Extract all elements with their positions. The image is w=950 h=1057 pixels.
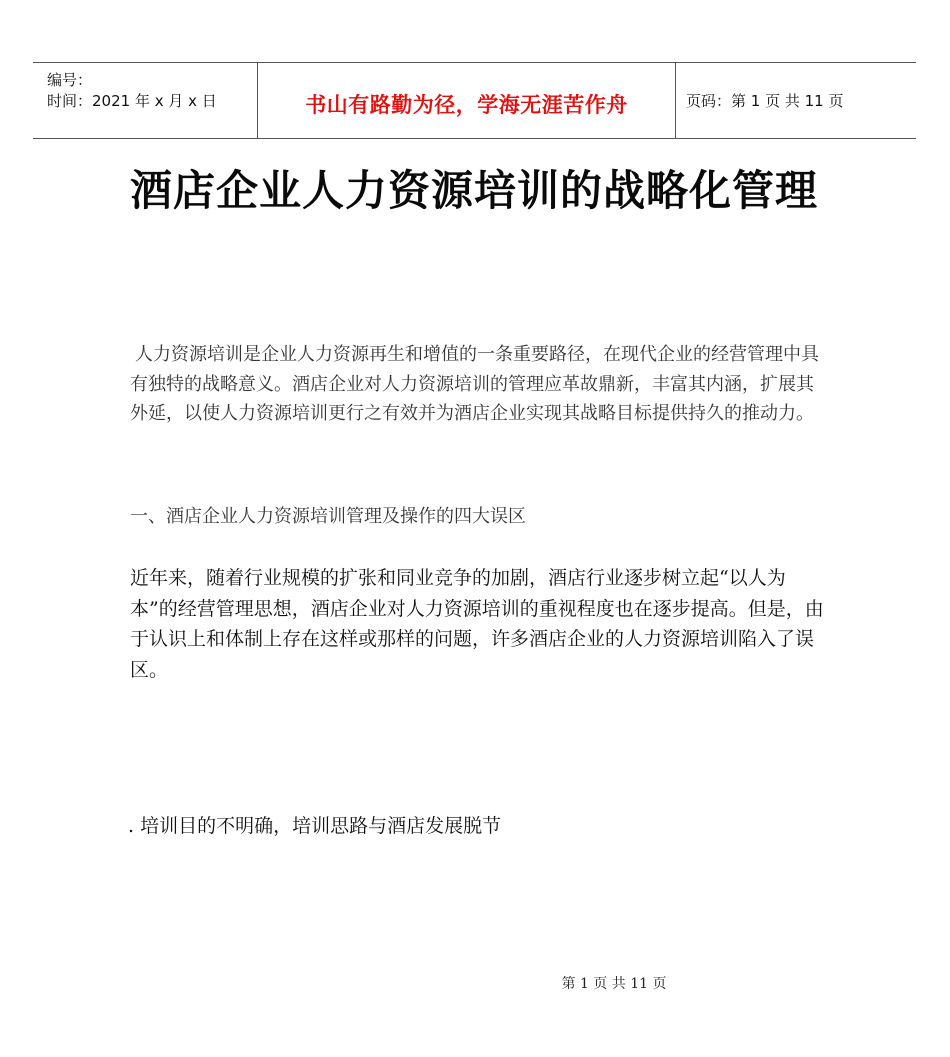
subpoint-heading: . 培训目的不明确，培训思路与酒店发展脱节 <box>128 815 502 837</box>
document-date-label: 时间：2021 年 x 月 x 日 <box>47 92 217 110</box>
intro-paragraph: 人力资源培训是企业人力资源再生和增值的一条重要路径，在现代企业的经营管理中具有独特的战略意义。酒店企业对人力资源培训的管理应革故鼎新，丰富其内涵，扩展其外延，以使人力资源培训更行之有效并为酒店企业实现其战略目标提供持久的推动力。 <box>130 344 819 424</box>
page-footer: 第 1 页 共 11 页 <box>561 976 667 992</box>
header-motto: 书山有路勤为径，学海无涯苦作舟 <box>305 91 628 117</box>
header-page-cell <box>676 63 916 138</box>
document-code-label: 编号： <box>47 71 93 89</box>
document-title: 酒店企业人力资源培训的战略化管理 <box>130 166 819 215</box>
header-motto-cell <box>258 63 676 138</box>
header-page-info: 页码：第 1 页 共 11 页 <box>686 92 844 110</box>
header-meta-cell <box>33 63 258 138</box>
document-header <box>33 62 916 139</box>
body-paragraph: 近年来，随着行业规模的扩张和同业竞争的加剧，酒店行业逐步树立起“以人为本”的经营管理思想，酒店企业对人力资源培训的重视程度也在逐步提高。但是，由于认识上和体制上存在这样或那样的问题，许多酒店企业的人力资源培训陷入了误区。 <box>130 567 824 681</box>
section-heading: 一、酒店企业人力资源培训管理及操作的四大误区 <box>130 506 526 527</box>
